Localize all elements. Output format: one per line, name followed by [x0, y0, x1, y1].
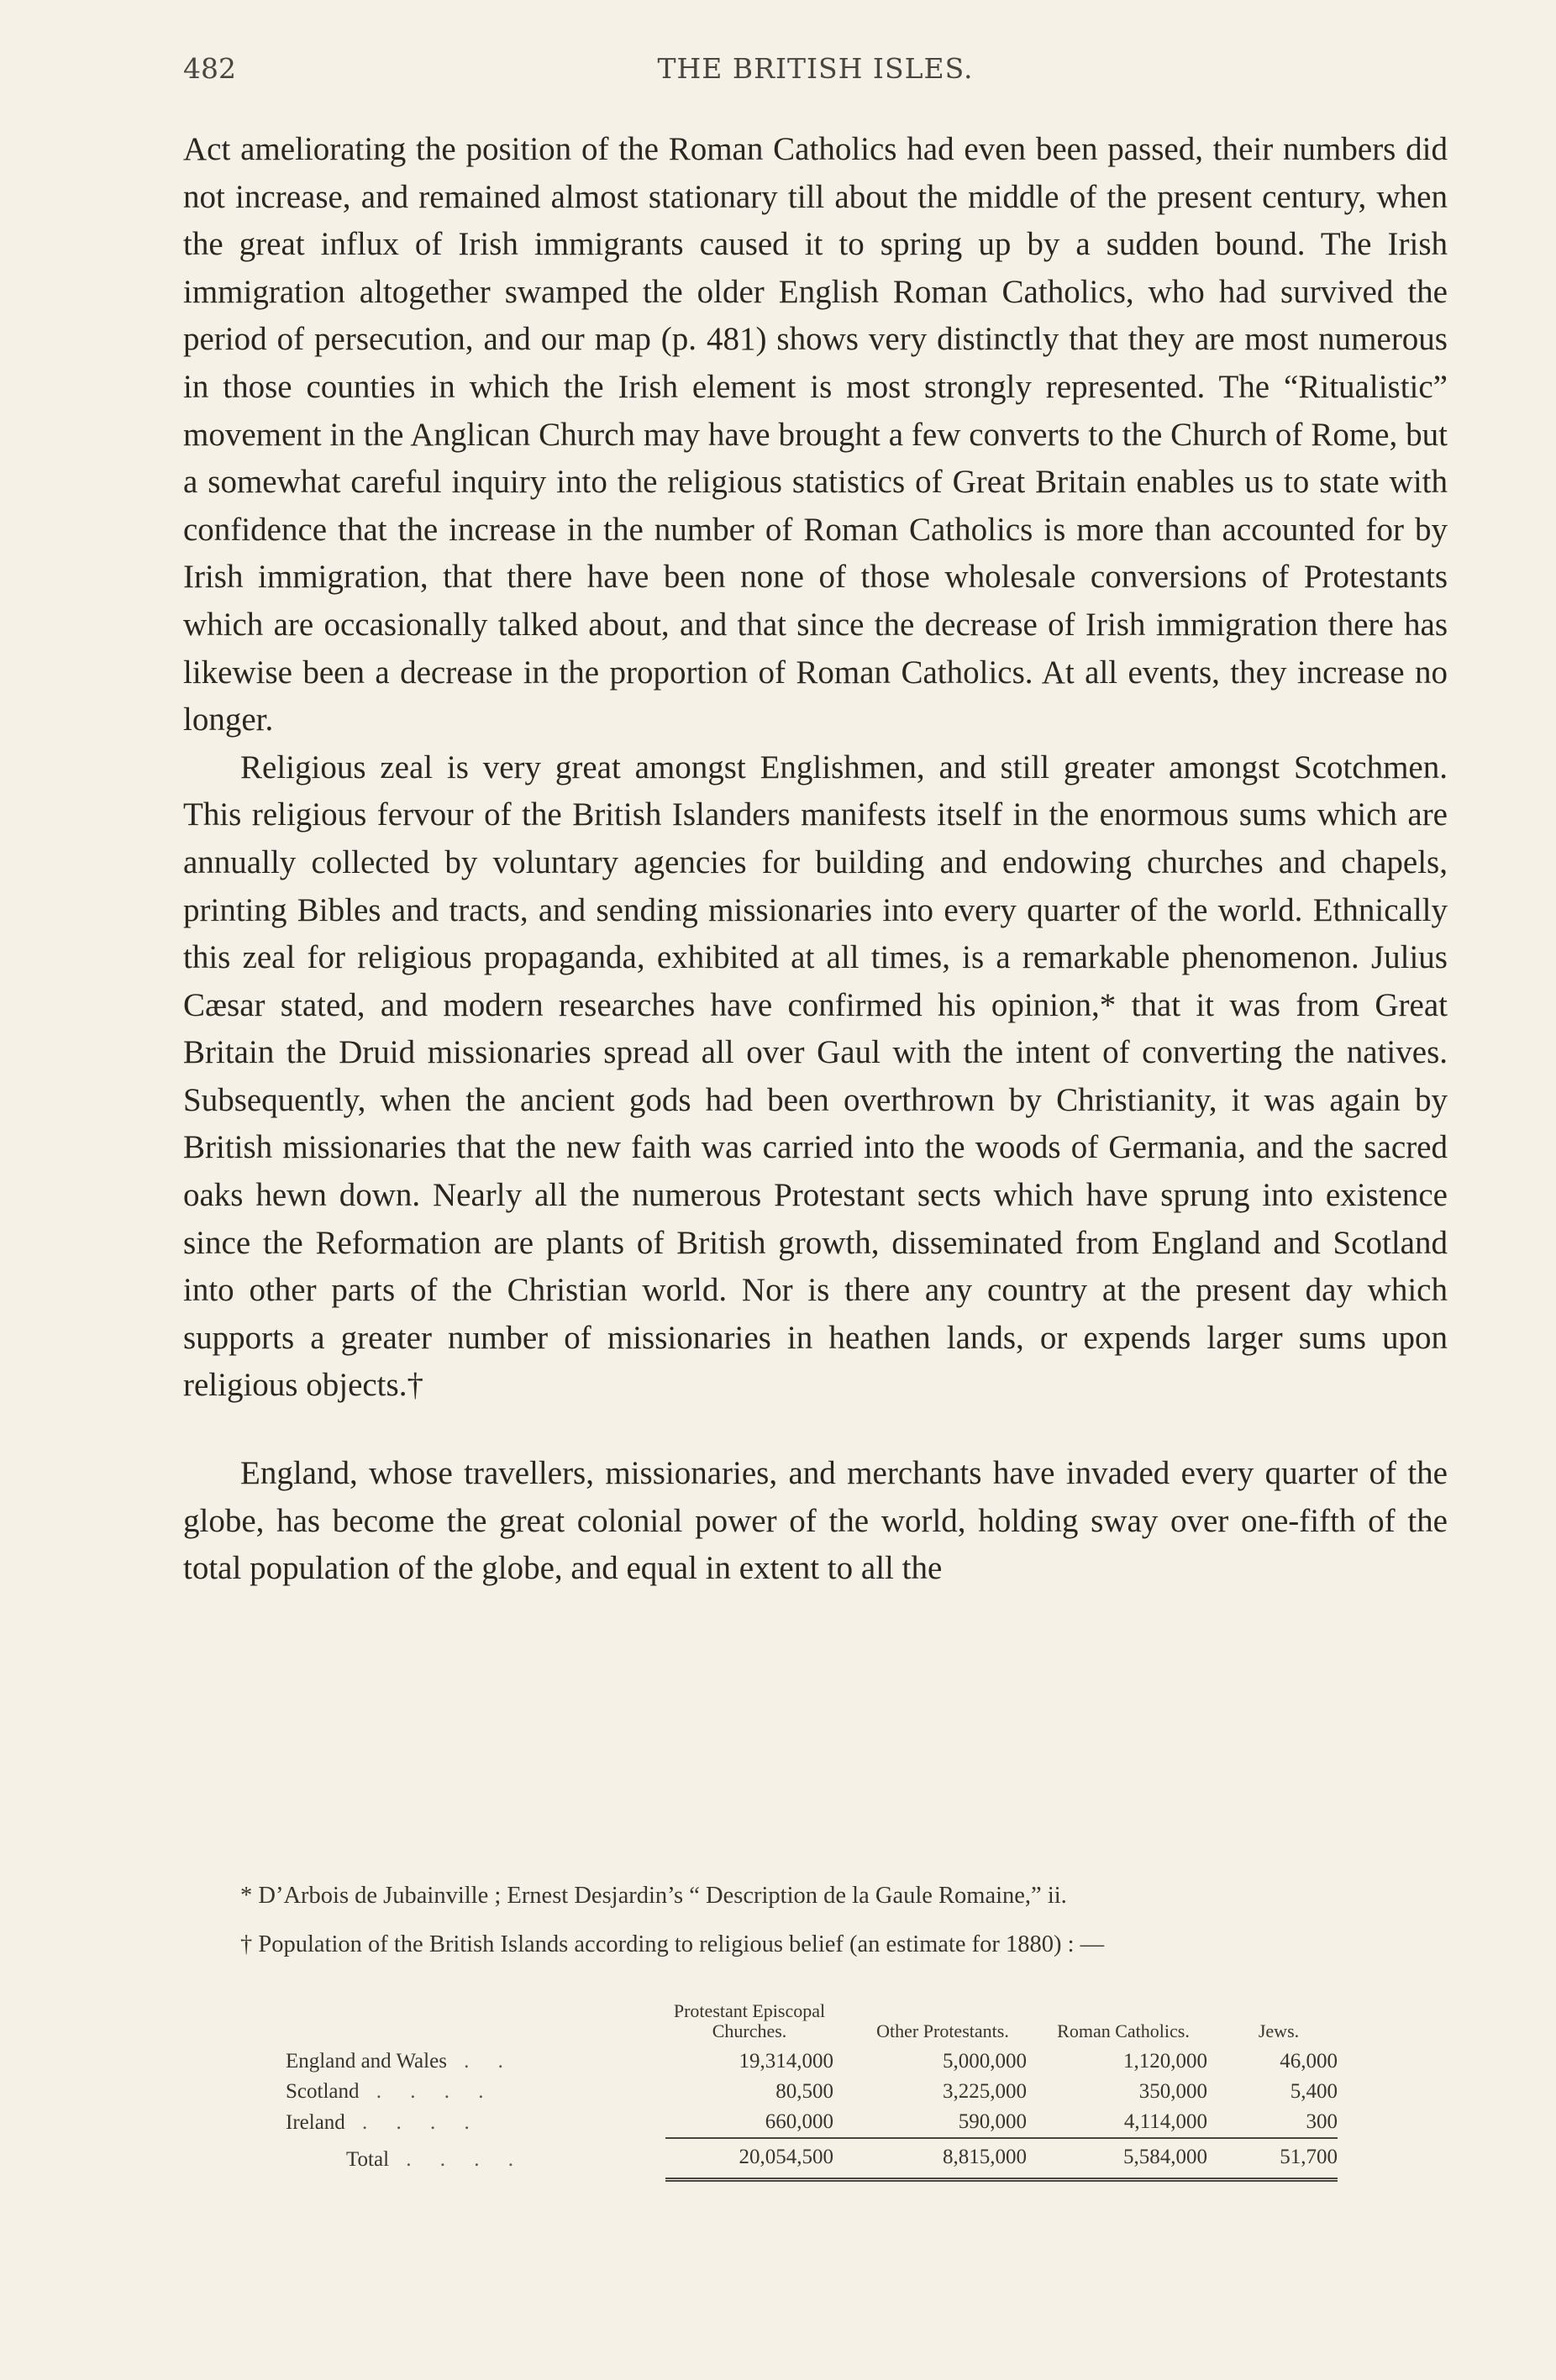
- cell: 350,000: [1138, 2080, 1207, 2103]
- paragraph-1: Act ameliorating the position of the Roman Catholics had even been passed, their numbers did not increase, and remained almost stationary till about the middle of the present century, when the great influx of Irish immigrants caused it to spring up by a sudden bound. The Irish immigration altogether swamped the older English Roman Catholics, who had survived the period of persecution, and our map (p. 481) shows very distinctly that they are most numerous in those counties in which the Irish element is most strongly represented. The “Ritualistic” movement in the Anglican Church may have brought a few converts to the Church of Rome, but a somewhat careful inquiry into the religious statistics of Great Britain enables us to state with confidence that the increase in the number of Roman Catholics is more than accounted for by Irish immigration, that there have been none of those wholesale conversions of Protestants which are occasionally talked about, and that since the decrease of Irish immigration there has likewise been a decrease in the proportion of Roman Catholics. At all events, they increase no longer.: [183, 131, 1448, 738]
- cell: 80,500: [775, 2080, 833, 2103]
- cell: 590,000: [958, 2110, 1027, 2133]
- total-cell: 8,815,000: [859, 2138, 1039, 2180]
- cell: 5,400: [1290, 2080, 1338, 2103]
- header-spacer: [286, 2001, 665, 2046]
- cell: 4,114,000: [1123, 2110, 1207, 2133]
- table-row: [286, 2107, 1338, 2138]
- total-label: Total . . . .: [346, 2147, 526, 2171]
- cell: 19,314,000: [739, 2050, 833, 2073]
- cell: 660,000: [765, 2110, 833, 2133]
- col-header-jews: Jews.: [1258, 2020, 1300, 2041]
- cell: 300: [1306, 2110, 1338, 2133]
- total-cell: 51,700: [1220, 2138, 1338, 2180]
- footnote-2: † Population of the British Islands according to religious belief (an estimate for 1880) : —: [240, 1931, 1105, 1957]
- cell: 5,000,000: [943, 2050, 1027, 2073]
- row-label: Ireland . . . .: [286, 2111, 481, 2134]
- total-cell: 20,054,500: [665, 2138, 859, 2180]
- row-label: England and Wales . .: [286, 2050, 515, 2073]
- cell: 1,120,000: [1123, 2050, 1207, 2073]
- row-label-text: England and Wales: [286, 2050, 447, 2073]
- table-total-row: [286, 2138, 1338, 2180]
- page-header: [183, 52, 1448, 92]
- row-label-text: Scotland: [286, 2080, 360, 2103]
- paragraph-2: Religious zeal is very great amongst Englishmen, and still greater amongst Scotchmen. This religious fervour of the British Islanders manifests itself in the enormous sums which are annually collected by voluntary agencies for building and endowing churches and chapels, printing Bibles and tracts, and sending missionaries into every quarter of the world. Ethnically this zeal for religious propaganda, exhibited at all times, is a remarkable phenomenon. Julius Cæsar stated, and modern researches have confirmed his opinion,* that it was from Great Britain the Druid missionaries spread all over Gaul with the intent of converting the natives. Subsequently, when the ancient gods had been overthrown by Christianity, it was again by British missionaries that the new faith was carried into the woods of Germania, and the sacred oaks hewn down. Nearly all the numerous Protestant sects which have sprung into existence since the Reformation are plants of British growth, disseminated from England and Scotland into other parts of the Christian world. Nor is there any country at the present day which supports a greater number of missionaries in heathen lands, or expends larger sums upon religious objects.†: [183, 749, 1448, 1404]
- running-title: THE BRITISH ISLES.: [657, 52, 974, 85]
- footnote-1: * D’Arbois de Jubainville ; Ernest Desjardin’s “ Description de la Gaule Romaine,” ii.: [240, 1883, 1067, 1909]
- col-header-roman-catholics: Roman Catholics.: [1057, 2020, 1190, 2041]
- table-header-row: [286, 2001, 1338, 2046]
- table-row: [286, 2077, 1338, 2107]
- cell: 3,225,000: [943, 2080, 1027, 2103]
- col-header-protestant-episcopal: Protestant Episcopal Churches.: [673, 2000, 826, 2041]
- body-text: [183, 126, 1448, 1593]
- footnotes: [183, 1878, 1448, 1963]
- total-cell: 5,584,000: [1039, 2138, 1220, 2180]
- page-number: 482: [183, 52, 236, 85]
- row-label-text: Ireland: [286, 2111, 345, 2134]
- population-table: [286, 2001, 1338, 2182]
- paragraph-3: England, whose travellers, missionaries, and merchants have invaded every quarter of the globe, has become the great colonial power of the world, holding sway over one-fifth of the total population of the globe, and equal in extent to all the: [183, 1455, 1448, 1587]
- row-label: Scotland . . . .: [286, 2080, 496, 2103]
- col-header-other-protestants: Other Protestants.: [876, 2020, 1009, 2041]
- cell: 46,000: [1280, 2050, 1338, 2073]
- table-row: [286, 2046, 1338, 2077]
- total-label-text: Total: [346, 2147, 390, 2171]
